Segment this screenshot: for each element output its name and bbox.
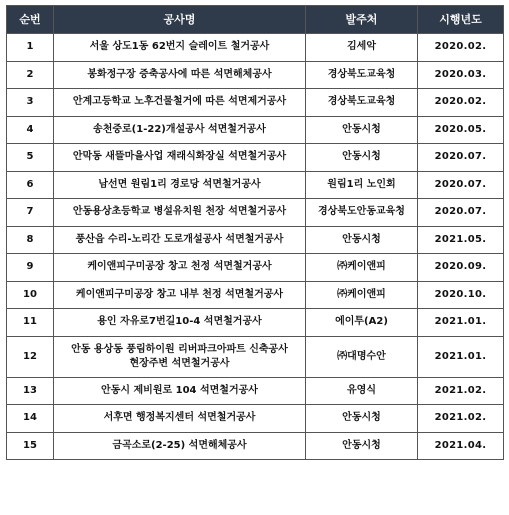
table-row [7, 254, 504, 282]
row-no: 6 [7, 171, 54, 199]
row-no: 3 [7, 89, 54, 117]
row-year: 2021.02. [418, 405, 504, 433]
row-year: 2020.02. [418, 34, 504, 62]
row-name: 풍산읍 수리-노리간 도로개설공사 석면철거공사 [54, 226, 306, 254]
row-name: 봉화정구장 증축공사에 따른 석면해체공사 [54, 61, 306, 89]
row-client: 안동시청 [306, 226, 418, 254]
table-header-row [7, 6, 504, 34]
row-name-line1: 안동 용상동 풍림하이원 리버파크아파트 신축공사 [71, 343, 288, 355]
row-no: 5 [7, 144, 54, 172]
table-row [7, 226, 504, 254]
row-client: 안동시청 [306, 116, 418, 144]
row-name: 안막동 새뜰마을사업 재래식화장실 석면철거공사 [54, 144, 306, 172]
table-row [7, 116, 504, 144]
table-row [7, 171, 504, 199]
table-row [7, 89, 504, 117]
table-row [7, 432, 504, 460]
header-client: 발주처 [306, 6, 418, 34]
row-year: 2020.09. [418, 254, 504, 282]
row-name: 케이앤피구미공장 창고 천정 석면철거공사 [54, 254, 306, 282]
table-row [7, 144, 504, 172]
row-name: 안동용상초등학교 병설유치원 천장 석면철거공사 [54, 199, 306, 227]
row-name [54, 336, 306, 377]
row-name: 안계고등학교 노후건물철거에 따른 석면제거공사 [54, 89, 306, 117]
row-name: 서울 상도1동 62번지 슬레이트 철거공사 [54, 34, 306, 62]
row-name: 남선면 원림1리 경로당 석면철거공사 [54, 171, 306, 199]
row-year: 2020.03. [418, 61, 504, 89]
row-no: 9 [7, 254, 54, 282]
row-no: 1 [7, 34, 54, 62]
row-year: 2020.10. [418, 281, 504, 309]
row-no: 14 [7, 405, 54, 433]
row-year: 2021.04. [418, 432, 504, 460]
header-no: 순번 [7, 6, 54, 34]
row-client: 유영식 [306, 377, 418, 405]
row-client: 경상북도교육청 [306, 89, 418, 117]
row-name: 용인 자유로7번길10-4 석면철거공사 [54, 309, 306, 337]
row-year: 2020.07. [418, 171, 504, 199]
row-client: 안동시청 [306, 432, 418, 460]
row-year: 2020.07. [418, 144, 504, 172]
table-row [7, 377, 504, 405]
header-year: 시행년도 [418, 6, 504, 34]
row-client: ㈜대명수안 [306, 336, 418, 377]
row-year: 2021.01. [418, 336, 504, 377]
construction-records [6, 5, 503, 460]
row-client: ㈜케이앤피 [306, 281, 418, 309]
row-no: 13 [7, 377, 54, 405]
row-client: 김세악 [306, 34, 418, 62]
row-no: 4 [7, 116, 54, 144]
row-client: 안동시청 [306, 405, 418, 433]
row-no: 7 [7, 199, 54, 227]
row-no: 10 [7, 281, 54, 309]
table-row [7, 309, 504, 337]
row-no: 12 [7, 336, 54, 377]
table-row [7, 34, 504, 62]
row-name: 안동시 제비원로 104 석면철거공사 [54, 377, 306, 405]
row-year: 2021.02. [418, 377, 504, 405]
header-name: 공사명 [54, 6, 306, 34]
row-client: 경상북도교육청 [306, 61, 418, 89]
row-name: 금곡소로(2-25) 석면해체공사 [54, 432, 306, 460]
construction-table [6, 5, 504, 460]
row-no: 2 [7, 61, 54, 89]
row-client: 에이투(A2) [306, 309, 418, 337]
row-year: 2020.05. [418, 116, 504, 144]
row-client: 원림1리 노인회 [306, 171, 418, 199]
row-year: 2021.01. [418, 309, 504, 337]
row-name-line2: 현장주변 석면철거공사 [129, 357, 230, 369]
row-client: ㈜케이앤피 [306, 254, 418, 282]
row-no: 8 [7, 226, 54, 254]
table-row [7, 61, 504, 89]
row-client: 경상북도안동교육청 [306, 199, 418, 227]
row-year: 2020.02. [418, 89, 504, 117]
row-name: 송천중로(1-22)개설공사 석면철거공사 [54, 116, 306, 144]
row-no: 11 [7, 309, 54, 337]
table-row [7, 199, 504, 227]
table-row [7, 405, 504, 433]
table-row [7, 281, 504, 309]
row-year: 2020.07. [418, 199, 504, 227]
row-client: 안동시청 [306, 144, 418, 172]
row-name: 서후면 행정복지센터 석면철거공사 [54, 405, 306, 433]
table-row [7, 336, 504, 377]
row-name: 케이앤피구미공장 창고 내부 천정 석면철거공사 [54, 281, 306, 309]
row-no: 15 [7, 432, 54, 460]
row-year: 2021.05. [418, 226, 504, 254]
